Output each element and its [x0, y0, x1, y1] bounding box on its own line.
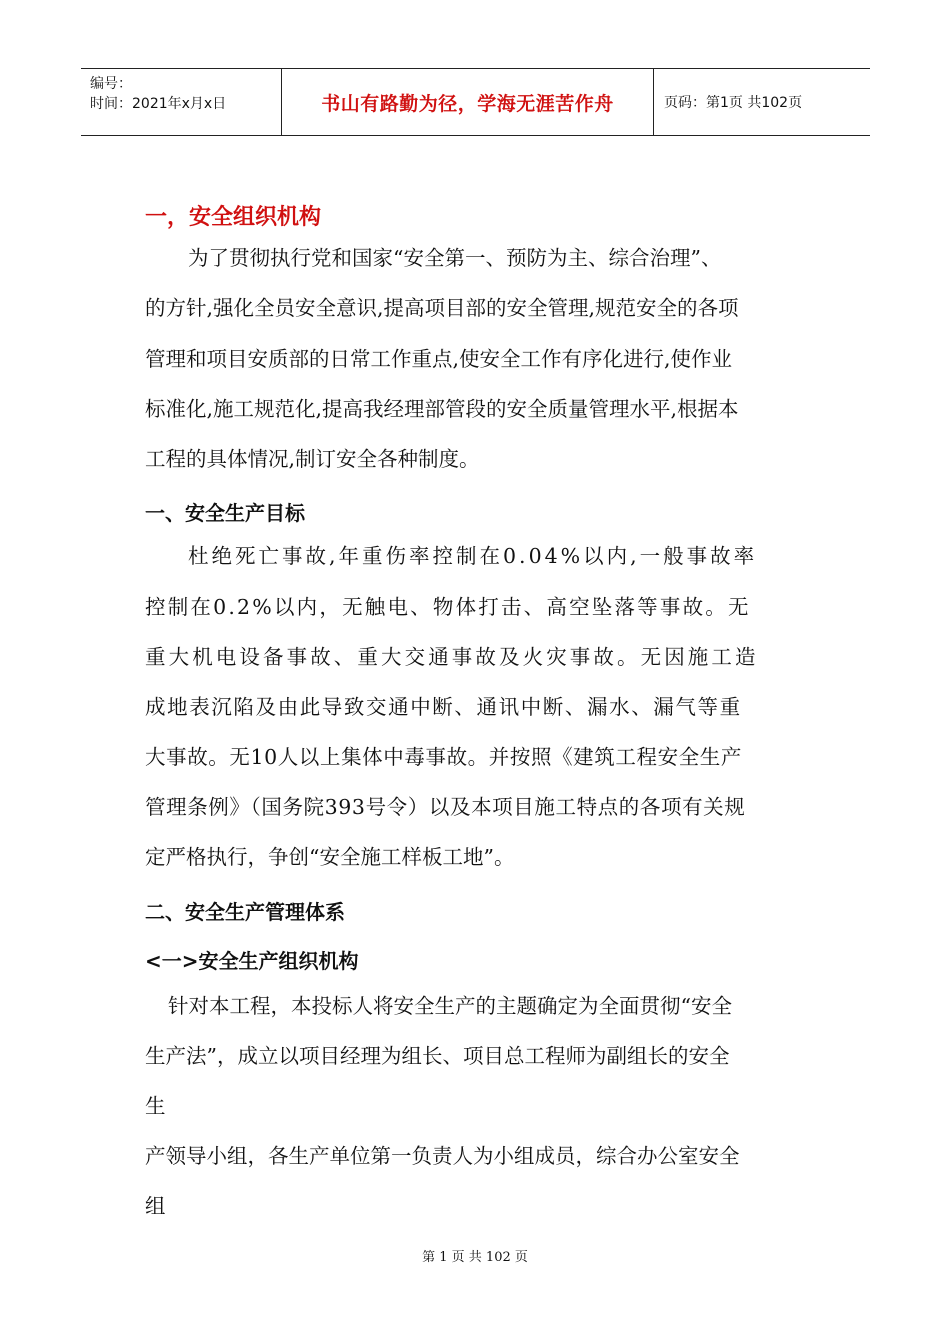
header-meta [81, 69, 281, 135]
paragraph-line: 生 [145, 1094, 166, 1118]
paragraph-line: 杜绝死亡事故,年重伤率控制在0.04%以内,一般事故率 [188, 544, 758, 568]
paragraph-line: 工程的具体情况,制订安全各种制度。 [145, 447, 480, 471]
heading-safety-organization: <一>安全生产组织机构 [145, 949, 359, 973]
heading-safety-management-system: 二、安全生产管理体系 [145, 900, 345, 924]
header-motto: 书山有路勤为径，学海无涯苦作舟 [321, 92, 614, 115]
header-page-info: 页码：第1页 共102页 [664, 95, 803, 111]
header-divider [281, 69, 282, 135]
paragraph-line: 重大机电设备事故、重大交通事故及火灾事故。无因施工造 [145, 645, 759, 669]
paragraph-line: 的方针,强化全员安全意识,提高项目部的安全管理,规范安全的各项 [145, 296, 739, 320]
paragraph-line: 组 [145, 1194, 166, 1218]
document-date-label: 时间：2021年x月x日 [90, 96, 227, 112]
paragraph-line: 标准化,施工规范化,提高我经理部管段的安全质量管理水平,根据本 [145, 397, 739, 421]
paragraph-line: 成地表沉陷及由此导致交通中断、通讯中断、漏水、漏气等重 [145, 695, 742, 719]
document-number-label: 编号： [90, 76, 132, 92]
paragraph-line: 生产法”，成立以项目经理为组长、项目总工程师为副组长的安全 [145, 1044, 730, 1068]
paragraph-line: 产领导小组，各生产单位第一负责人为小组成员，综合办公室安全 [145, 1144, 740, 1168]
section-title: 一，安全组织机构 [145, 205, 322, 230]
heading-safety-goals: 一、安全生产目标 [145, 501, 305, 525]
header-divider [653, 69, 654, 135]
paragraph-line: 控制在0.2%以内，无触电、物体打击、高空坠落等事故。无 [145, 595, 751, 619]
paragraph-line: 大事故。无10人以上集体中毒事故。并按照《建筑工程安全生产 [145, 745, 742, 769]
paragraph-line: 为了贯彻执行党和国家“安全第一、预防为主、综合治理”、 [188, 246, 722, 270]
page-footer: 第 1 页 共 102 页 [422, 1250, 528, 1265]
paragraph-line: 定严格执行，争创“安全施工样板工地”。 [145, 845, 515, 869]
paragraph-line: 管理和项目安质部的日常工作重点,使安全工作有序化进行,使作业 [145, 347, 733, 371]
paragraph-line: 针对本工程，本投标人将安全生产的主题确定为全面贯彻“安全 [168, 994, 732, 1018]
paragraph-line: 管理条例》（国务院393号令）以及本项目施工特点的各项有关规 [145, 795, 746, 819]
page-header [81, 68, 870, 136]
